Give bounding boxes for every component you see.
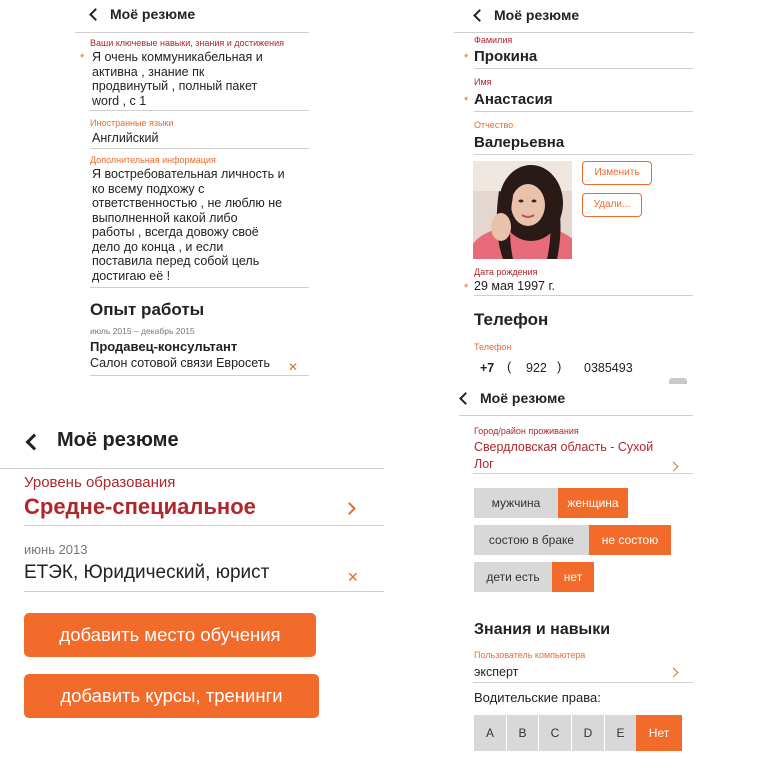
education-level-label: Уровень образования [24,474,176,491]
name-underline [474,111,693,112]
education-place-underline [24,591,384,592]
license-c-option[interactable]: C [538,715,571,751]
job-period: июль 2015 – декабрь 2015 [90,326,195,336]
skills-label: Ваши ключевые навыки, знания и достижения [90,38,285,48]
profile-photo [473,161,572,259]
education-level-underline [24,525,384,526]
resume-panel-details [384,384,768,768]
birth-date-label: Дата рождения [474,267,538,277]
profile-photo-image [473,161,572,259]
resume-panel-personal [384,0,768,384]
name-field[interactable]: Анастасия [474,91,553,108]
back-arrow-icon[interactable] [459,392,472,405]
phone-country-code: +7 [480,361,495,375]
languages-field[interactable]: Английский [92,131,159,145]
job-item[interactable] [88,336,310,376]
education-level-select[interactable] [24,472,384,526]
pc-skill-value: эксперт [474,665,519,679]
required-star-icon: * [464,52,469,64]
kids-no-option[interactable]: нет [552,562,594,592]
education-date: июнь 2013 [24,542,88,557]
delete-photo-button[interactable]: Удали... [582,193,642,217]
patronymic-field[interactable]: Валерьевна [474,134,565,151]
back-arrow-icon[interactable] [89,8,102,21]
birth-date-underline [474,295,693,296]
pc-skill-underline [473,682,693,683]
header-divider [0,468,384,469]
name-label: Имя [474,77,492,87]
license-b-option[interactable]: B [506,715,538,751]
license-e-option[interactable]: E [604,715,636,751]
pc-skill-label: Пользователь компьютера [474,650,586,660]
phone-number: 0385493 [584,361,633,375]
married-yes-option[interactable]: состою в браке [474,525,589,555]
resume-panel-skills [0,0,384,384]
phone-input[interactable] [474,356,694,380]
license-label: Водительские права: [474,690,601,705]
city-label: Город/район проживания [474,426,579,436]
phone-paren-close: ) [557,359,562,374]
page-title: Моё резюме [480,390,566,406]
gender-female-option[interactable]: женщина [558,488,628,518]
back-arrow-icon[interactable] [26,434,43,451]
education-level-value: Средне-специальное [24,494,256,519]
phone-paren-open: ( [507,359,512,374]
pc-skill-select[interactable] [473,648,693,682]
header-divider [459,415,693,416]
city-value-line1: Свердловская область - Сухой [474,440,654,454]
required-star-icon: * [464,282,469,294]
license-d-option[interactable]: D [571,715,604,751]
extra-info-underline [90,287,309,288]
header-divider [454,32,694,33]
city-underline [473,473,693,474]
header-divider [75,32,309,33]
experience-section-title: Опыт работы [90,300,205,319]
add-courses-button[interactable]: добавить курсы, тренинги [24,674,319,718]
city-select[interactable] [473,424,693,474]
patronymic-underline [474,154,693,155]
extra-info-label: Дополнительная информация [90,155,216,165]
required-star-icon: * [464,95,469,107]
required-star-icon: * [80,52,85,64]
skills-textarea[interactable]: Я очень коммуникабельная и активна , знание пк продвинутый , полный пакет word , с 1 [92,50,263,108]
delete-education-icon[interactable]: ✕ [347,569,359,585]
skills-underline [90,110,309,111]
surname-label: Фамилия [474,35,513,45]
job-underline [90,375,309,376]
page-title: Моё резюме [57,429,179,451]
birth-date-field[interactable]: 29 мая 1997 г. [474,279,555,293]
phone-section-title: Телефон [474,310,549,329]
gender-male-option[interactable]: мужчина [474,488,558,518]
phone-area-code: 922 [526,361,547,375]
license-none-option[interactable]: Нет [636,715,682,751]
job-company: Салон сотовой связи Евросеть [90,356,271,370]
page-title: Моё резюме [110,6,196,22]
surname-underline [474,68,693,69]
back-arrow-icon[interactable] [473,9,486,22]
skills-section-title: Знания и навыки [474,621,611,638]
education-place[interactable]: ЕТЭК, Юридический, юрист [24,562,270,583]
change-photo-button[interactable]: Изменить [582,161,652,185]
phone-label: Телефон [474,342,512,352]
surname-field[interactable]: Прокина [474,48,538,65]
page-title: Моё резюме [494,7,580,23]
married-no-option[interactable]: не состою [589,525,671,555]
delete-job-icon[interactable]: ✕ [288,360,299,374]
extra-info-textarea[interactable]: Я востребовательная личность и ко всему подхожу с ответственностью , не люблю не выполненной какой либо работы , всегда довожу своё дело до конца , и если поставила перед собой цель достигаю её ! [92,167,285,283]
resume-panel-education [0,384,384,768]
languages-underline [90,148,309,149]
job-title: Продавец-консультант [90,339,238,354]
license-a-option[interactable]: A [474,715,506,751]
kids-yes-option[interactable]: дети есть [474,562,552,592]
add-education-button[interactable]: добавить место обучения [24,613,316,657]
patronymic-label: Отчество [474,120,514,130]
city-value-line2: Лог [474,457,494,471]
languages-label: Иностранные языки [90,118,174,128]
